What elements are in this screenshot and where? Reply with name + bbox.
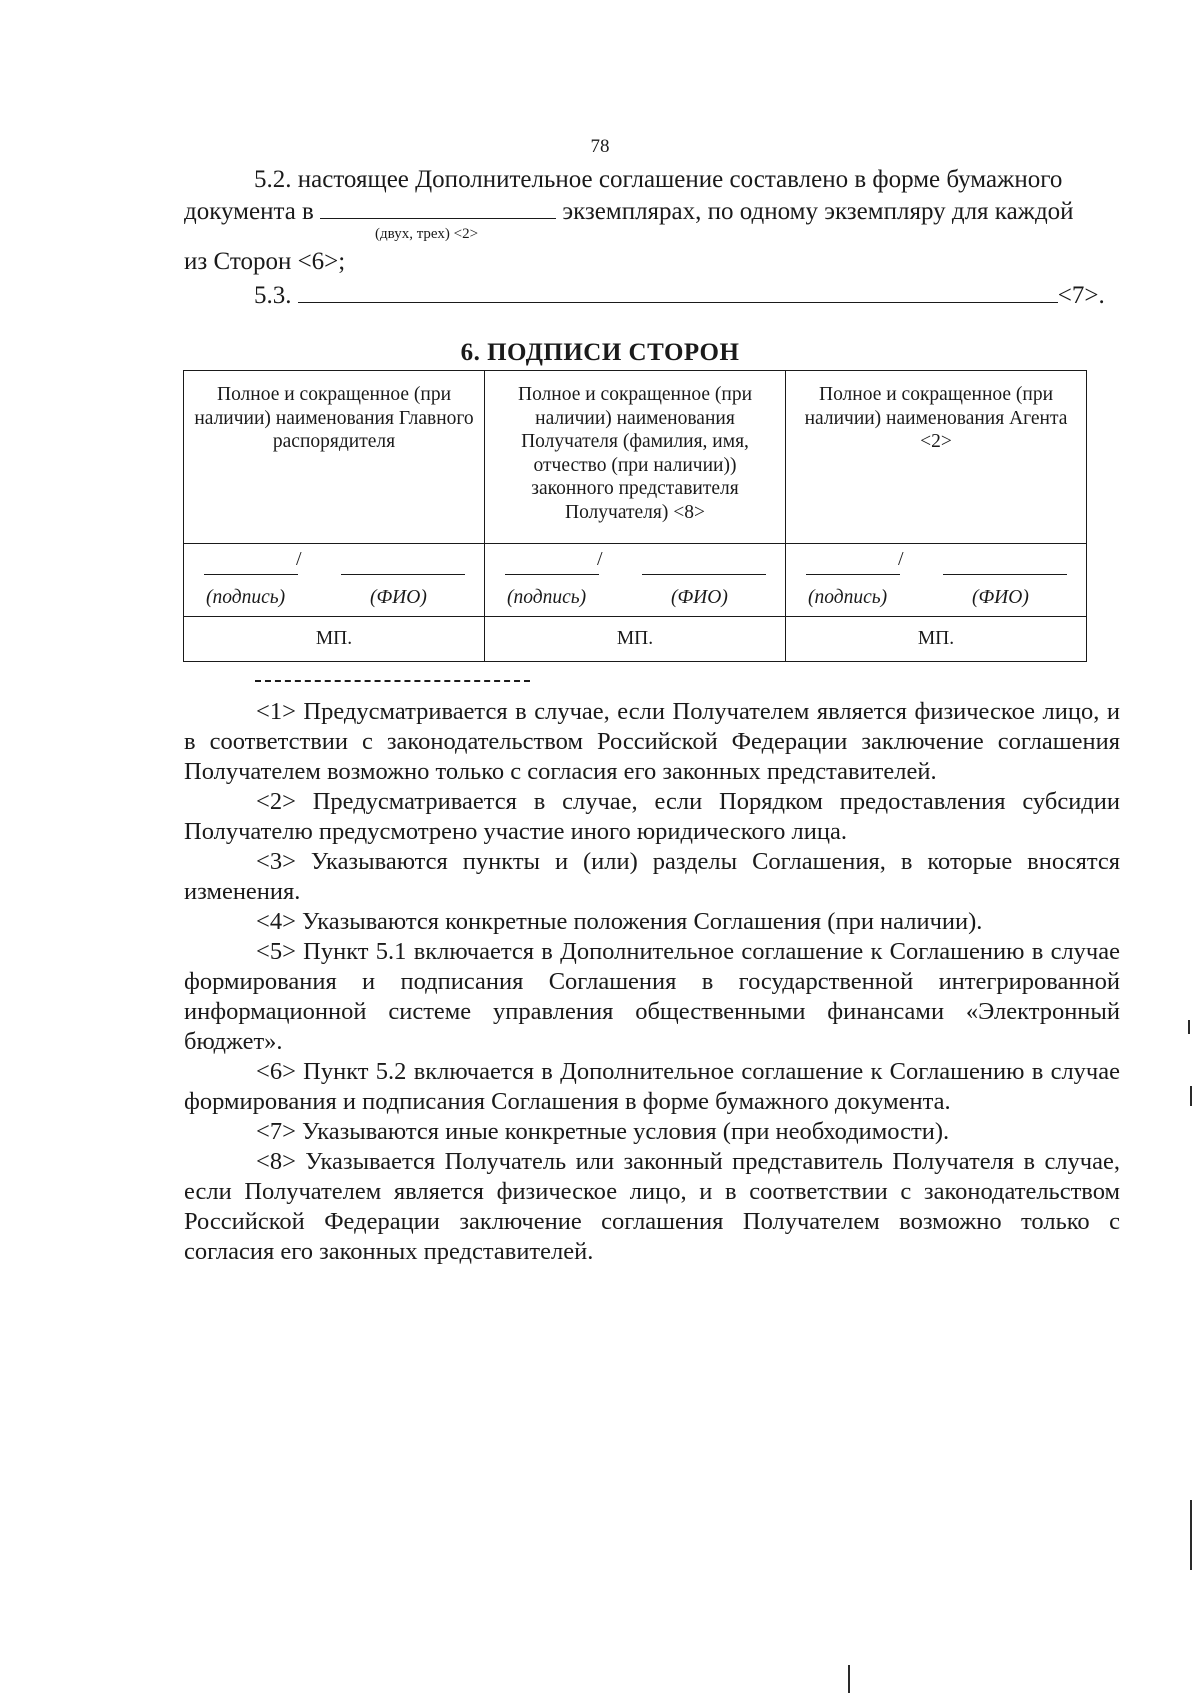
stamp-cell	[786, 617, 1087, 662]
name-line[interactable]	[341, 554, 465, 575]
scan-artifact	[848, 1665, 850, 1693]
footnote-7: <7> Указываются иные конкретные условия (при необходимости).	[256, 1118, 950, 1145]
scan-artifact	[1188, 1020, 1190, 1034]
clause-5-2-line-1: 5.2. настоящее Дополнительное соглашение составлено в форме бумажного	[254, 166, 1063, 193]
signature-line[interactable]	[505, 554, 599, 575]
stamp-cell	[184, 617, 485, 662]
clause-5-3-ref: <7>.	[1057, 282, 1105, 309]
clause-5-3-line	[254, 280, 1105, 311]
stamp-label: МП.	[616, 628, 654, 649]
party-header-text: Полное и сокращенное (при наличии) наименования Получателя (фамилия, имя, отчество (при наличии)) законного представителя Получателя) <8>	[517, 384, 753, 523]
party-header-cell	[184, 371, 485, 544]
signature-slash: /	[898, 548, 904, 570]
footnote-8: <8> Указывается Получатель или законный представитель Получателя в случае, если Получателем является физическое лицо, и в соответствии с законодательством Российской Федерации заключение соглашения Получателем возможно только с согласия его законных представителей.	[184, 1148, 1120, 1265]
stamp-label: МП.	[315, 628, 353, 649]
footnote-6: <6> Пункт 5.2 включается в Дополнительное соглашение к Соглашению в случае формирования и подписания Соглашения в форме бумажного документа.	[184, 1058, 1120, 1115]
signature-caption: (подпись)	[507, 587, 587, 608]
stamp-cell	[485, 617, 786, 662]
footnote-5: <5> Пункт 5.1 включается в Дополнительное соглашение к Соглашению в случае формирования и подписания Соглашения в государственной интегрированной информационной системе управления общественными финансами «Электронный бюджет».	[184, 938, 1120, 1055]
scan-artifact	[1190, 1500, 1192, 1570]
clause-5-2-line-2	[184, 196, 1074, 227]
clause-5-2-text-start: документа в	[184, 198, 314, 225]
copies-count-blank[interactable]	[320, 196, 556, 219]
copies-count-hint: (двух, трех) <2>	[375, 226, 479, 242]
name-caption: (ФИО)	[370, 587, 427, 608]
signature-cell	[184, 544, 485, 617]
signature-caption: (подпись)	[808, 587, 888, 608]
clause-5-2-line-3: из Сторон <6>;	[184, 248, 346, 275]
footnote-4: <4> Указываются конкретные положения Соглашения (при наличии).	[256, 908, 983, 935]
signature-cell	[485, 544, 786, 617]
party-header-text: Полное и сокращенное (при наличии) наименования Агента <2>	[804, 384, 1068, 452]
page-number: 78	[590, 136, 610, 157]
signature-caption: (подпись)	[206, 587, 286, 608]
scan-artifact	[1190, 1086, 1192, 1106]
signature-slash: /	[296, 548, 302, 570]
clause-5-3-blank[interactable]	[298, 280, 1058, 303]
section-6-title: 6. ПОДПИСИ СТОРОН	[460, 339, 740, 366]
clause-5-2-text-end: экземплярах, по одному экземпляру для каждой	[562, 198, 1074, 225]
signature-cell	[786, 544, 1087, 617]
clause-5-3-label: 5.3.	[254, 282, 292, 309]
signature-slash: /	[597, 548, 603, 570]
party-header-cell	[786, 371, 1087, 544]
name-caption: (ФИО)	[972, 587, 1029, 608]
footnote-2: <2> Предусматривается в случае, если Порядком предоставления субсидии Получателю предусмотрено участие иного юридического лица.	[184, 788, 1120, 845]
footnote-1: <1> Предусматривается в случае, если Получателем является физическое лицо, и в соответствии с законодательством Российской Федерации заключение соглашения Получателем возможно только с согласия его законных представителей.	[184, 698, 1120, 785]
name-line[interactable]	[642, 554, 766, 575]
footnote-separator	[255, 680, 530, 682]
signature-line[interactable]	[204, 554, 298, 575]
name-caption: (ФИО)	[671, 587, 728, 608]
party-header-text: Полное и сокращенное (при наличии) наименования Главного распорядителя	[194, 384, 474, 452]
footnote-3: <3> Указываются пункты и (или) разделы Соглашения, в которые вносятся изменения.	[184, 848, 1120, 905]
name-line[interactable]	[943, 554, 1067, 575]
signatures-table	[183, 370, 1087, 662]
signature-line[interactable]	[806, 554, 900, 575]
stamp-label: МП.	[917, 628, 955, 649]
party-header-cell	[485, 371, 786, 544]
